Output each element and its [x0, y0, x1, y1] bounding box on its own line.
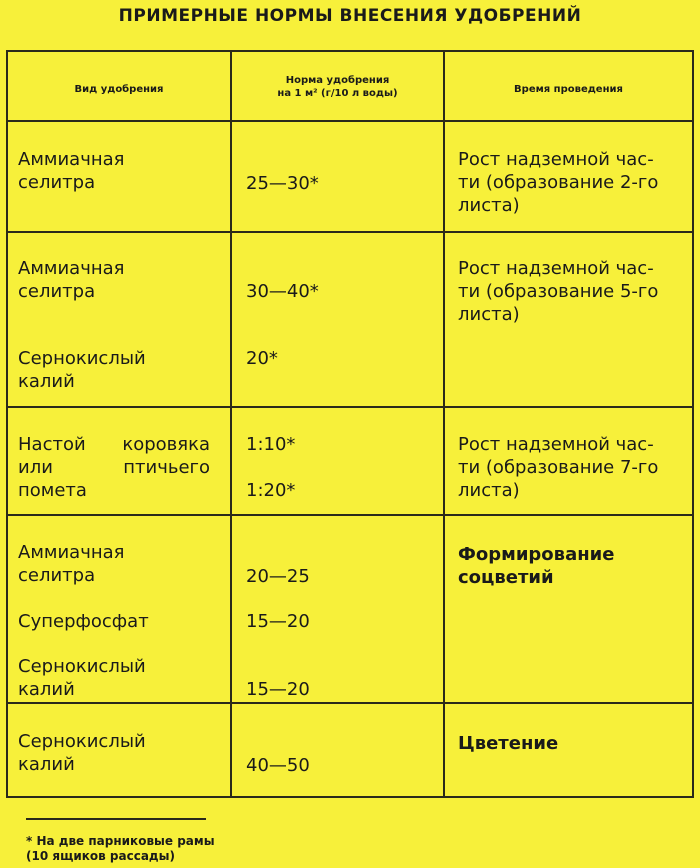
row1-norm: 25—30*	[246, 173, 319, 194]
row1-fertilizer	[18, 148, 218, 194]
row5-name-line2: калий	[18, 754, 75, 775]
row3-name-line3: помета	[18, 480, 87, 501]
row1-name-line2: селитра	[18, 172, 96, 193]
header-time: Время проведения	[514, 84, 623, 95]
row2-time	[458, 257, 686, 326]
row5-name-line1: Сернокислый	[18, 731, 146, 752]
row4-fertilizer-3	[18, 655, 218, 701]
header-type: Вид удобрения	[74, 84, 164, 95]
row2-fertilizer-1	[18, 257, 218, 303]
row5-time	[458, 732, 686, 755]
row3-norm-1: 1:10*	[246, 434, 296, 455]
row-divider-4	[6, 702, 694, 704]
row3-time	[458, 433, 686, 502]
row2-time-line2: ти (образование 5-го	[458, 281, 659, 302]
row1-time-line1: Рост надземной час-	[458, 149, 654, 170]
header-norm-line1: Норма удобрения	[285, 75, 390, 86]
row4-fertilizer-1	[18, 541, 218, 587]
row1-name-line1: Аммиачная	[18, 149, 125, 170]
footnote-line1: * На две парниковые рамы	[26, 834, 215, 848]
row4-1-name-line2: селитра	[18, 565, 96, 586]
row2-time-line1: Рост надземной час-	[458, 258, 654, 279]
row2-time-line3: листа)	[458, 304, 520, 325]
row3-name-line1: Настой коровяка	[18, 434, 210, 455]
row4-3-name-line1: Сернокислый	[18, 656, 146, 677]
fertilizer-table	[0, 50, 700, 800]
row3-time-line2: ти (образование 7-го	[458, 457, 659, 478]
table-right-border	[692, 50, 694, 798]
footnote	[26, 834, 215, 864]
row4-time-line2: соцветий	[458, 567, 554, 588]
table-left-border	[6, 50, 8, 798]
row3-norm-2: 1:20*	[246, 480, 296, 501]
row4-3-name-line2: калий	[18, 679, 75, 700]
row2-1-name-line1: Аммиачная	[18, 258, 125, 279]
row3-time-line1: Рост надземной час-	[458, 434, 654, 455]
row1-time-line3: листа)	[458, 195, 520, 216]
row3-time-line3: листа)	[458, 480, 520, 501]
footnote-separator	[26, 818, 206, 820]
row2-fertilizer-2	[18, 347, 218, 393]
row5-norm: 40—50	[246, 755, 310, 776]
row4-norm-3: 15—20	[246, 679, 310, 700]
row2-1-name-line2: селитра	[18, 281, 96, 302]
row5-time-line1: Цветение	[458, 733, 559, 754]
header-norm	[232, 74, 443, 100]
row2-2-name-line2: калий	[18, 371, 75, 392]
header-norm-line2: на 1 м² (г/10 л воды)	[277, 88, 398, 99]
row2-norm-1: 30—40*	[246, 281, 319, 302]
row2-2-name-line1: Сернокислый	[18, 348, 146, 369]
row1-time-line2: ти (образование 2-го	[458, 172, 659, 193]
row-divider-2	[6, 406, 694, 408]
row3-name-line2: или птичьего	[18, 457, 210, 478]
row5-fertilizer	[18, 730, 218, 776]
row4-norm-2: 15—20	[246, 611, 310, 632]
row3-fertilizer	[18, 433, 210, 502]
row4-time-line1: Формирование	[458, 544, 615, 565]
table-bottom-border	[6, 796, 694, 798]
table-top-border	[6, 50, 694, 52]
row-divider-3	[6, 514, 694, 516]
row4-1-name-line1: Аммиачная	[18, 542, 125, 563]
header-divider	[6, 120, 694, 122]
row4-2-name-line1: Суперфосфат	[18, 611, 149, 632]
column-divider-1	[230, 50, 232, 798]
row4-time	[458, 543, 686, 589]
page-title: ПРИМЕРНЫЕ НОРМЫ ВНЕСЕНИЯ УДОБРЕНИЙ	[118, 6, 582, 26]
row1-time	[458, 148, 686, 217]
column-divider-2	[443, 50, 445, 798]
row4-norm-1: 20—25	[246, 566, 310, 587]
row4-fertilizer-2	[18, 610, 218, 633]
row2-norm-2: 20*	[246, 348, 278, 369]
footnote-line2: (10 ящиков рассады)	[26, 849, 175, 863]
row-divider-1	[6, 231, 694, 233]
